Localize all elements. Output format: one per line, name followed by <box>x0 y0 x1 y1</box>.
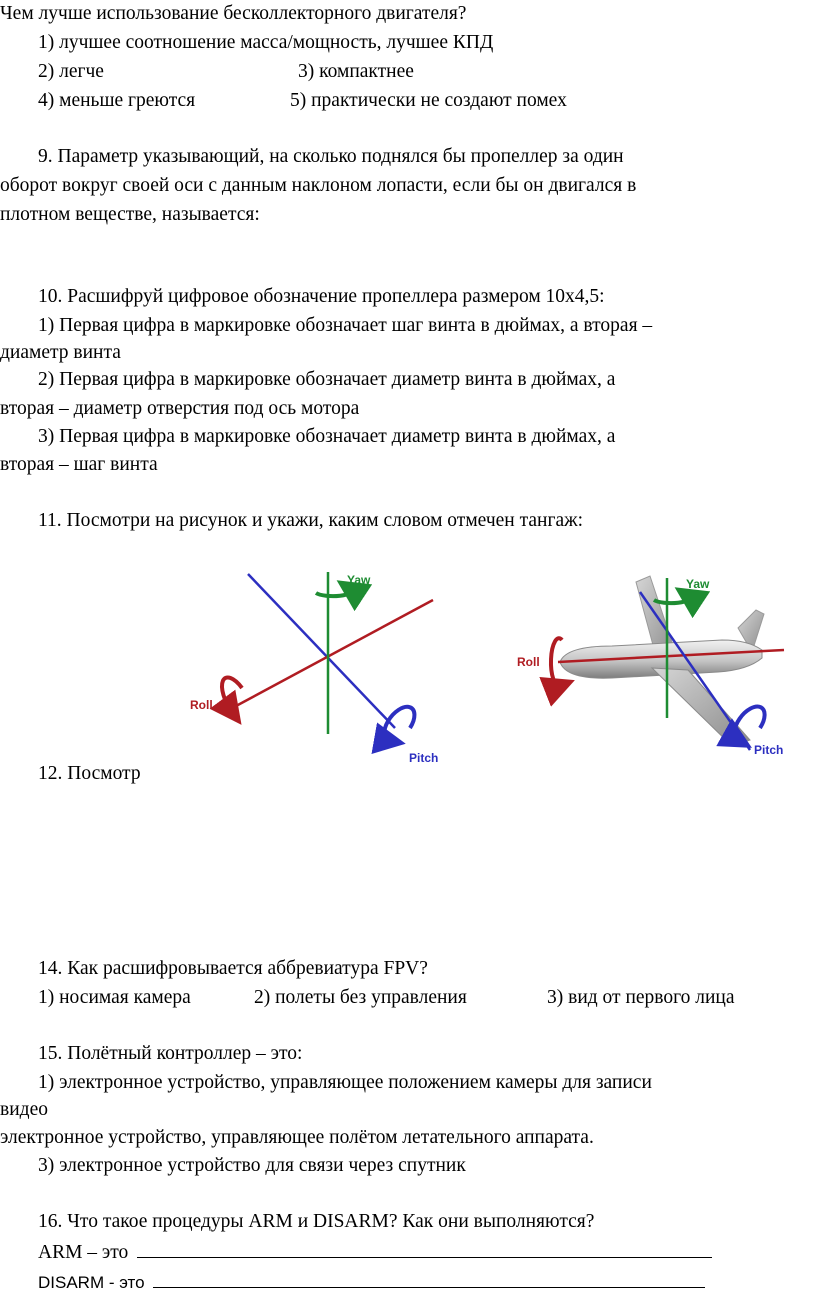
arm-answer-line[interactable] <box>137 1240 712 1258</box>
yaw-label: Yaw <box>347 573 371 587</box>
pitch-label: Pitch <box>754 743 784 757</box>
q9-line-2: оборот вокруг своей оси с данным наклоном лопасти, если бы он двигался в <box>0 175 637 196</box>
q15-option-3: 3) электронное устройство для связи через спутник <box>38 1155 466 1176</box>
arm-label: ARM – это <box>38 1242 129 1263</box>
q14-option-2: 2) полеты без управления <box>254 987 467 1008</box>
q8-option-1: 1) лучшее соотношение масса/мощность, лучшее КПД <box>38 32 494 53</box>
q8-option-5: 5) практически не создают помех <box>290 90 567 111</box>
roll-label: Roll <box>190 698 213 712</box>
yaw-rotation-icon <box>654 596 689 603</box>
disarm-answer-line[interactable] <box>153 1270 705 1288</box>
q14-option-3: 3) вид от первого лица <box>547 987 735 1008</box>
disarm-label: DISARM - это <box>38 1273 145 1292</box>
yaw-rotation-icon <box>316 589 351 596</box>
roll-label: Roll <box>517 655 540 669</box>
q9-line-1: 9. Параметр указывающий, на сколько поднялся бы пропеллер за один <box>38 146 624 167</box>
q8-question: Чем лучше использование бесколлекторного двигателя? <box>0 3 467 24</box>
q11-question: 11. Посмотри на рисунок и укажи, каким словом отмечен тангаж: <box>38 510 583 531</box>
q8-option-2: 2) легче <box>38 61 104 82</box>
roll-axis <box>236 600 433 706</box>
airplane-diagram <box>512 570 794 770</box>
q14-option-1: 1) носимая камера <box>38 987 191 1008</box>
pitch-rotation-icon <box>384 707 414 741</box>
q10-option-1-line-1: 1) Первая цифра в маркировке обозначает шаг винта в дюймах, а вторая – <box>38 315 653 336</box>
q15-option-1-line-1: 1) электронное устройство, управляющее положением камеры для записи <box>38 1072 652 1093</box>
q9-line-3: плотном веществе, называется: <box>0 204 260 225</box>
q15-option-2: электронное устройство, управляющее полётом летательного аппарата. <box>0 1127 594 1148</box>
arm-row <box>38 1240 712 1263</box>
roll-rotation-icon <box>222 677 242 712</box>
q15-option-1-line-2: видео <box>0 1099 48 1120</box>
q10-option-3-line-1: 3) Первая цифра в маркировке обозначает диаметр винта в дюймах, а <box>38 426 616 447</box>
q10-option-2-line-2: вторая – диаметр отверстия под ось мотора <box>0 398 360 419</box>
q12-text: 12. Посмотр <box>38 764 141 784</box>
q10-option-3-line-2: вторая – шаг винта <box>0 454 158 475</box>
disarm-row <box>38 1270 705 1291</box>
q14-question: 14. Как расшифровывается аббревиатура FPV? <box>38 958 428 979</box>
axes-diagram <box>180 568 442 768</box>
q10-question: 10. Расшифруй цифровое обозначение пропеллера размером 10х4,5: <box>38 286 605 307</box>
q15-question: 15. Полётный контроллер – это: <box>38 1043 303 1064</box>
q8-option-3: 3) компактнее <box>298 61 414 82</box>
q16-question: 16. Что такое процедуры ARM и DISARM? Как они выполняются? <box>38 1211 595 1232</box>
q10-option-2-line-1: 2) Первая цифра в маркировке обозначает диаметр винта в дюймах, а <box>38 369 616 390</box>
q10-option-1-line-2: диаметр винта <box>0 342 121 363</box>
q8-option-4: 4) меньше греются <box>38 90 196 111</box>
pitch-label: Pitch <box>409 751 439 765</box>
pitch-axis <box>248 574 395 728</box>
yaw-label: Yaw <box>686 577 710 591</box>
